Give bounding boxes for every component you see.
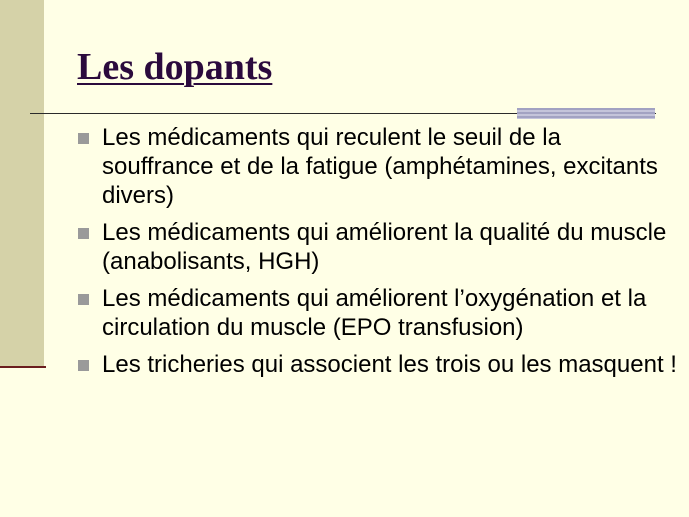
bullet-text: Les tricheries qui associent les trois ou les masquent !: [102, 351, 677, 378]
bullet-text: Les médicaments qui améliorent l’oxygénation et la circulation du muscle (EPO transfusion): [102, 285, 647, 341]
square-bullet-icon: [78, 294, 89, 305]
square-bullet-icon: [78, 360, 89, 371]
list-item: [77, 350, 677, 379]
square-bullet-icon: [78, 133, 89, 144]
bullet-text: Les médicaments qui améliorent la qualité du muscle (anabolisants, HGH): [102, 219, 667, 275]
list-item: [77, 218, 677, 276]
bullet-text: Les médicaments qui reculent le seuil de la souffrance et de la fatigue (amphétamines, excitants divers): [102, 124, 658, 209]
left-decorative-band: [0, 0, 44, 368]
bullet-list: [77, 123, 677, 387]
list-item: [77, 284, 677, 342]
list-item: [77, 123, 677, 210]
accent-bar: [517, 108, 655, 119]
square-bullet-icon: [78, 228, 89, 239]
slide-title: Les dopants: [77, 46, 273, 88]
left-band-underline: [0, 366, 46, 368]
